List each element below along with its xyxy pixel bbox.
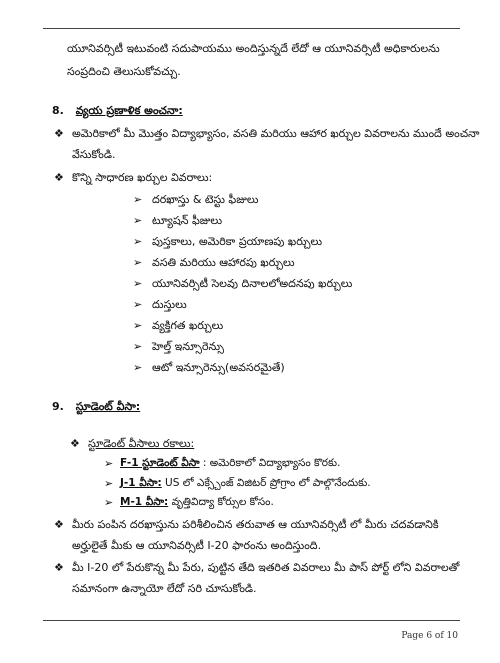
arrow-icon: ➢ [133, 193, 143, 206]
arrow-icon: ➢ [133, 298, 143, 311]
visa-name: J-1 వీసా: [120, 477, 162, 489]
expense-item: హెల్త్ ఇన్సూరెన్సు [152, 340, 225, 353]
visa-desc: వృత్తివిద్యా కోర్సుల కోసం. [168, 496, 274, 508]
section-8-title: వ్యయ ప్రణాళిక అంచనా: [75, 104, 183, 117]
arrow-icon: ➢ [133, 277, 143, 290]
diamond-icon: ❖ [54, 127, 64, 140]
i20-bullet-a-line-1: మీరు పంపిన దరఖాస్తును పరిశీలించిన తరువాత ఆ యూనివర్సిటీ లో మీరు చదవడానికి [72, 518, 439, 531]
i20-bullet-b-line-2: సమానంగా ఉన్నాయో లేదో సరి చూసుకోండి. [72, 582, 257, 595]
diamond-icon: ❖ [54, 561, 64, 574]
visa-name: M-1 వీసా: [120, 496, 169, 508]
i20-bullet-a-line-2: అర్హులైతే మీకు ఆ యూనివర్సిటీ I-20 ఫారంను అందిస్తుంది. [72, 539, 322, 552]
arrow-icon: ➢ [133, 340, 143, 353]
section-9-heading [52, 400, 140, 413]
i20-bullet-b-line-1: మీ I-20 లో పేరుకొన్న మీ పేరు, పుట్టిన తేది ఇతరిత వివరాలు మీ పాస్ పోర్ట్ లోని వివరాలతో [72, 561, 460, 574]
page-number: Page 6 of 10 [401, 631, 458, 641]
expense-item: దరఖాస్తు & టెస్టు ఫీజులు [152, 193, 259, 206]
visa-types-label: స్టూడెంట్ వీసాలు రకాలు: [88, 437, 195, 450]
diamond-icon: ❖ [70, 437, 80, 450]
expense-item: పుస్తకాలు, అమెరికా ప్రయాణపు ఖర్చులు [152, 235, 323, 248]
expense-item: దుస్తులు [152, 298, 187, 311]
arrow-icon: ➢ [104, 457, 114, 470]
visa-name: F-1 స్టూడెంట్ వీసా [120, 457, 200, 469]
arrow-icon: ➢ [104, 477, 114, 490]
visa-item-m1 [120, 496, 274, 509]
section-8-number: 8. [52, 104, 64, 117]
visa-desc: US లో ఎక్స్చేంజ్ విజిటర్ ప్రోగ్రాం లో పాల్గొనేందుకు. [161, 477, 371, 489]
section-9-title: స్టూడెంట్ వీసా: [75, 400, 141, 413]
expense-item: వసతి మరియు ఆహారపు ఖర్చులు [152, 256, 295, 269]
budget-bullet-1-line-2: వేసుకోండి. [72, 148, 116, 161]
footer-rule [43, 620, 460, 621]
expense-item: ట్యూషన్ ఫీజులు [152, 214, 223, 227]
section-9-number: 9. [52, 400, 64, 413]
arrow-icon: ➢ [133, 214, 143, 227]
visa-item-j1 [120, 477, 371, 490]
visa-desc: : అమెరికాలో విద్యాభ్యాసం కొరకు. [199, 457, 341, 469]
arrow-icon: ➢ [133, 361, 143, 374]
budget-bullet-1-line-1: అమెరికాలో మీ మొత్తం విద్యాభ్యాసం, వసతి మరియు ఆహార ఖర్చుల వివరాలను ముందే అంచనా [72, 127, 480, 140]
arrow-icon: ➢ [133, 319, 143, 332]
intro-line-1: యూనివర్సిటీ ఇటువంటి సదుపాయము అందిస్తున్నదే లేదో ఆ యూనివర్సిటీ అధికారులను [67, 42, 440, 55]
arrow-icon: ➢ [133, 256, 143, 269]
expense-item: వ్యక్తిగత ఖర్చులు [152, 319, 224, 332]
header-rule [43, 28, 460, 29]
budget-bullet-2: కొన్ని సాధారణ ఖర్చుల వివరాలు: [72, 171, 213, 184]
diamond-icon: ❖ [54, 518, 64, 531]
intro-line-2: సంప్రదించి తెలుసుకోవచ్చు. [67, 65, 181, 78]
arrow-icon: ➢ [104, 496, 114, 509]
expense-item: యూనివర్సిటీ సెలవు దినాలలోఅదనపు ఖర్చులు [152, 277, 353, 290]
visa-item-f1 [120, 457, 340, 470]
section-8-heading [52, 104, 183, 117]
expense-item: ఆటో ఇన్సూరెన్సు(అవసరమైతే) [152, 361, 285, 374]
diamond-icon: ❖ [54, 171, 64, 184]
arrow-icon: ➢ [133, 235, 143, 248]
